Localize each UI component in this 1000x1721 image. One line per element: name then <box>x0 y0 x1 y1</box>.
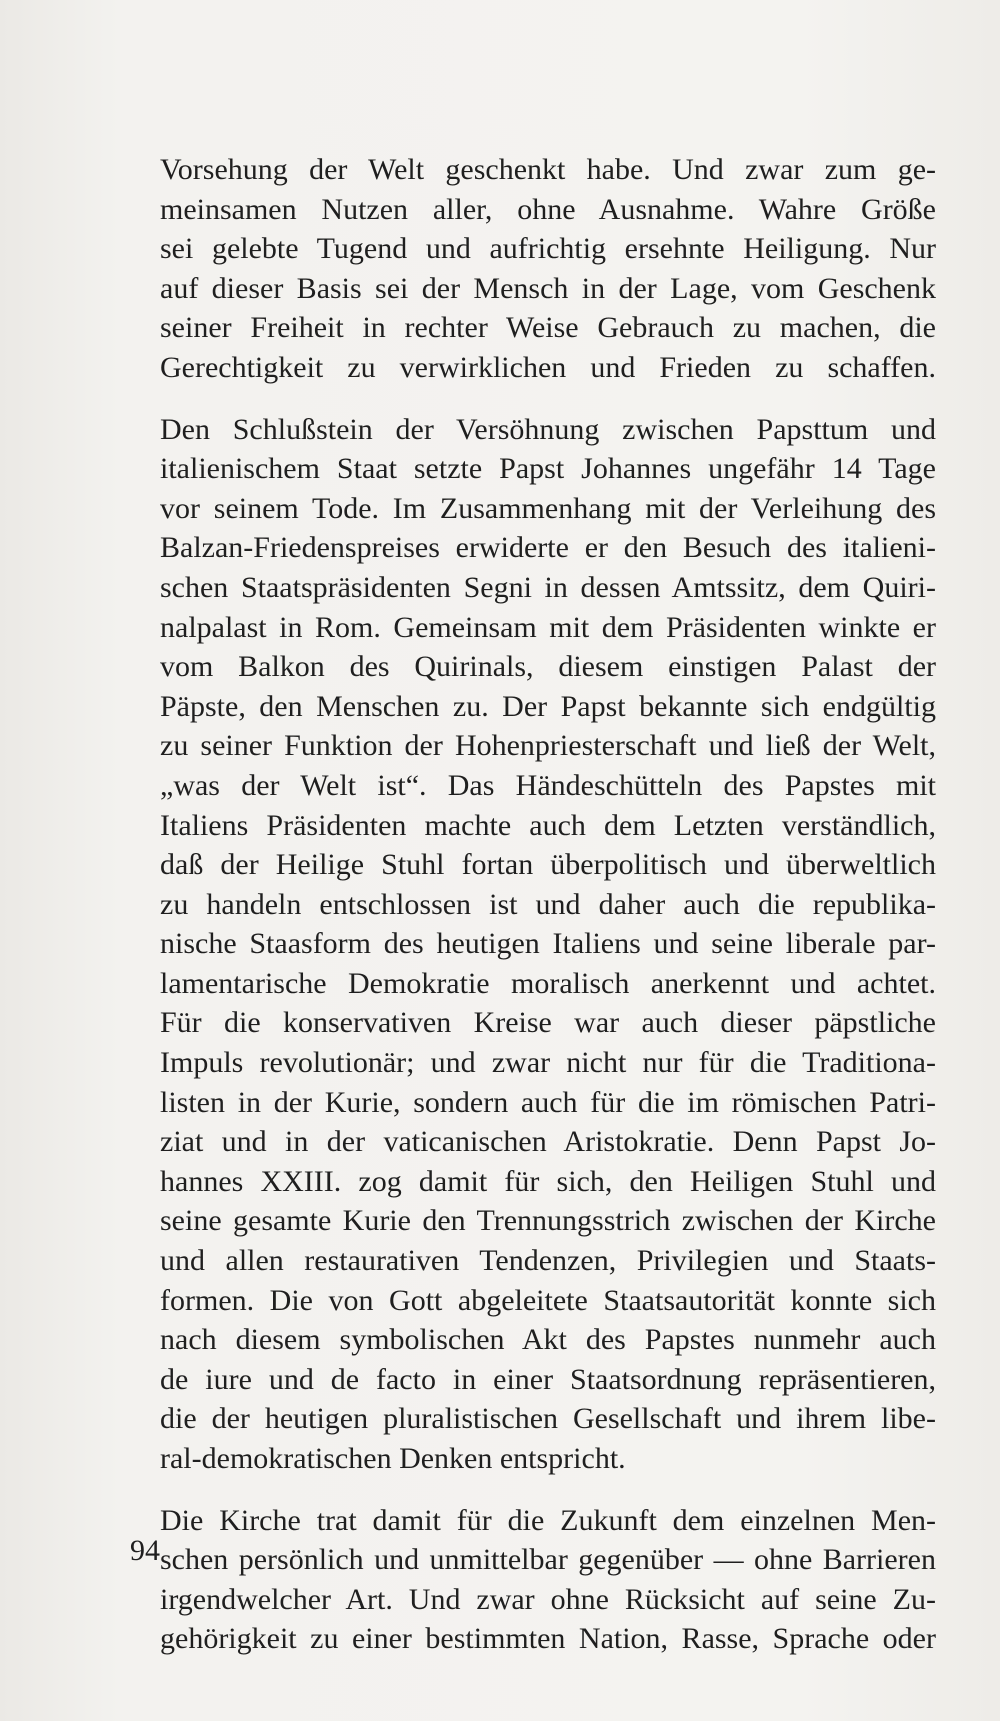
paragraph-3 <box>160 1501 936 1659</box>
text-line: ziat und in der vaticanischen Aristokratie. Denn Papst Jo- <box>160 1125 936 1159</box>
paragraph-1 <box>160 150 936 388</box>
text-line: meinsamen Nutzen aller, ohne Ausnahme. Wahre Größe <box>160 192 936 226</box>
text-line: seiner Freiheit in rechter Weise Gebrauch zu machen, die <box>160 311 936 345</box>
text-line: Den Schlußstein der Versöhnung zwischen Papsttum und <box>160 412 936 446</box>
paragraph-spacer <box>160 388 936 410</box>
page-number: 94 <box>130 1534 160 1567</box>
text-line: italienischem Staat setzte Papst Johannes ungefähr 14 Tage <box>160 452 936 486</box>
text-line: schen Staatspräsidenten Segni in dessen Amtssitz, dem Quiri- <box>160 570 936 604</box>
text-line: vom Balkon des Quirinals, diesem einstigen Palast der <box>160 650 936 684</box>
text-line: vor seinem Tode. Im Zusammenhang mit der Verleihung des <box>160 491 936 525</box>
text-line: sei gelebte Tugend und aufrichtig ersehnte Heiligung. Nur <box>160 232 936 266</box>
text-line: seine gesamte Kurie den Trennungsstrich zwischen der Kirche <box>160 1204 936 1238</box>
text-line: schen persönlich und unmittelbar gegenüber — ohne Barrieren <box>160 1543 936 1577</box>
text-line: nalpalast in Rom. Gemeinsam mit dem Präsidenten winkte er <box>160 610 936 644</box>
text-line: Die Kirche trat damit für die Zukunft dem einzelnen Men- <box>160 1503 936 1537</box>
text-line: irgendwelcher Art. Und zwar ohne Rücksicht auf seine Zu- <box>160 1582 936 1616</box>
text-line: listen in der Kurie, sondern auch für die im römischen Patri- <box>160 1085 936 1119</box>
text-line: gehörigkeit zu einer bestimmten Nation, Rasse, Sprache oder <box>160 1622 936 1656</box>
text-line: hannes XXIII. zog damit für sich, den Heiligen Stuhl und <box>160 1164 936 1198</box>
text-line: Päpste, den Menschen zu. Der Papst bekannte sich endgültig <box>160 689 936 723</box>
text-line: formen. Die von Gott abgeleitete Staatsautorität konnte sich <box>160 1283 936 1317</box>
text-line: Balzan-Friedenspreises erwiderte er den Besuch des italieni- <box>160 531 936 565</box>
text-line: zu handeln entschlossen ist und daher auch die republika- <box>160 887 936 921</box>
text-line: Für die konservativen Kreise war auch dieser päpstliche <box>160 1006 936 1040</box>
text-line: Italiens Präsidenten machte auch dem Letzten verständlich, <box>160 808 936 842</box>
text-line: nach diesem symbolischen Akt des Papstes nunmehr auch <box>160 1323 936 1357</box>
text-line: Gerechtigkeit zu verwirklichen und Frieden zu schaffen. <box>160 350 936 384</box>
text-line: daß der Heilige Stuhl fortan überpolitisch und überweltlich <box>160 848 936 882</box>
text-line: zu seiner Funktion der Hohenpriesterschaft und ließ der Welt, <box>160 729 936 763</box>
text-line: nische Staasform des heutigen Italiens und seine liberale par- <box>160 927 936 961</box>
paragraph-2 <box>160 410 936 1479</box>
text-line: de iure und de facto in einer Staatsordnung repräsentieren, <box>160 1362 936 1396</box>
paragraph-spacer <box>160 1479 936 1501</box>
text-line: „was der Welt ist“. Das Händeschütteln des Papstes mit <box>160 768 936 802</box>
text-line: lamentarische Demokratie moralisch anerkennt und achtet. <box>160 966 936 1000</box>
text-line: Vorsehung der Welt geschenkt habe. Und zwar zum ge- <box>160 153 936 186</box>
text-line: ral-demokratischen Denken entspricht. <box>160 1442 626 1475</box>
text-line: die der heutigen pluralistischen Gesellschaft und ihrem libe- <box>160 1402 936 1436</box>
text-line: und allen restaurativen Tendenzen, Privilegien und Staats- <box>160 1244 936 1278</box>
body-text <box>160 150 936 1659</box>
text-line: Impuls revolutionär; und zwar nicht nur für die Traditiona- <box>160 1046 936 1080</box>
text-line: auf dieser Basis sei der Mensch in der Lage, vom Geschenk <box>160 271 936 305</box>
